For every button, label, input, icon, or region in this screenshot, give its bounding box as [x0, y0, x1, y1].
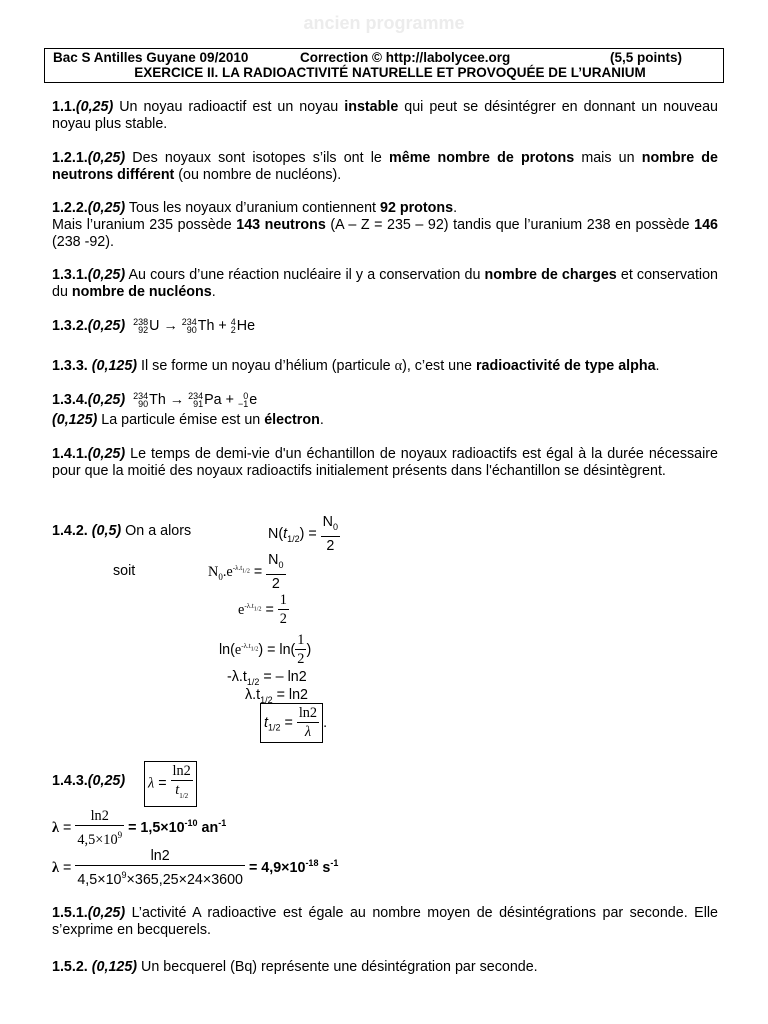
- equation-half-life-result: $t_{1/2}$ = $\frac{\ln 2}{\lambda}$ .: [260, 703, 327, 743]
- answer-1-3-2: [52, 318, 255, 335]
- mass-atomic-numbers: 234 90: [181, 317, 197, 336]
- soit-label: soit: [113, 563, 136, 579]
- text: ), c’est une: [402, 358, 476, 374]
- equation-lambda-formula: λ = $\frac{\ln 2}{t_{1/2}}$: [144, 761, 197, 807]
- lambda-calc-seconds: λ = $\frac{\ln 2}{4,5\times 10^9\times 365,25\times 24\times 3600}$ = $4,9\times 10^{-18}$ $s^{-1}$: [52, 848, 339, 888]
- text: (ou nombre de nucléons).: [174, 167, 342, 183]
- equation-step-1: $N_0.e^{-\lambda.t_{1/2}}$ = $\frac{N_0}{2}$: [208, 552, 284, 592]
- alpha-symbol: α: [394, 358, 403, 374]
- question-number: 1.3.2.: [52, 318, 88, 334]
- answer-1-2-2: [52, 200, 718, 251]
- keyword: nombre de charges: [484, 267, 617, 283]
- text: .: [319, 412, 324, 428]
- exercise-header: [44, 48, 724, 83]
- equation-step-5: $\lambda.t_{1/2} = \ln 2$: [245, 687, 308, 705]
- points: (0,25): [87, 267, 126, 283]
- arrow: →: [169, 392, 185, 408]
- text: Un becquerel (Bq) représente une désintégration par seconde.: [137, 959, 538, 975]
- points: (0,25): [87, 905, 126, 921]
- keyword: radioactivité de type alpha: [475, 358, 656, 374]
- text: Le temps de demi-vie d'un échantillon de noyaux radioactifs est égal à la durée nécessaire pour que la moitié des noyaux radioactifs initialement présents dans l'échantillon se désintègrent.: [52, 446, 718, 479]
- text: La particule émise est un: [97, 412, 265, 428]
- answer-1-1: [52, 99, 718, 133]
- answer-1-3-1: [52, 267, 718, 301]
- mass-atomic-numbers: 234 91: [188, 391, 204, 410]
- question-number: 1.1.: [52, 99, 76, 115]
- points: (0,25): [87, 773, 126, 789]
- points: (0,25): [75, 99, 114, 115]
- exercise-title: EXERCICE II. LA RADIOACTIVITÉ NATURELLE ET PROVOQUÉE DE L’URANIUM: [134, 65, 646, 80]
- mass-atomic-numbers: 4 2: [230, 317, 236, 336]
- points: (0,25): [87, 150, 126, 166]
- points: (0,25): [87, 200, 126, 216]
- element-symbol: He: [236, 318, 256, 334]
- answer-1-4-2-label: [52, 523, 191, 540]
- question-number: 1.3.1.: [52, 267, 88, 283]
- lambda-calc-years: λ = $\frac{\ln 2}{4,5\times 10^9}$ = $1,5\times 10^{-10}$ $an^{-1}$: [52, 808, 227, 848]
- element-symbol: Th: [149, 392, 166, 408]
- text: (238 -92).: [52, 234, 114, 250]
- keyword: instable: [344, 99, 399, 115]
- keyword: électron: [264, 412, 320, 428]
- mass-atomic-numbers: 238 92: [133, 317, 149, 336]
- points: (0,125): [52, 412, 98, 428]
- answer-1-2-1: [52, 150, 718, 184]
- element-symbol: U: [149, 318, 160, 334]
- question-number: 1.3.3.: [52, 358, 88, 374]
- keyword: nombre de neutrons différent: [52, 150, 718, 183]
- points: (0,125): [91, 358, 138, 374]
- points: (0,5): [91, 523, 122, 539]
- text: (A – Z = 235 – 92) tandis que l’uranium 238 en possède: [325, 217, 695, 233]
- text: L’activité A radioactive est égale au nombre moyen de désintégrations par seconde. Elle s’exprime en becquerels.: [52, 905, 718, 938]
- plus: +: [218, 318, 227, 334]
- text: Mais l’uranium 235 possède: [52, 217, 237, 233]
- question-number: 1.5.2.: [52, 959, 88, 975]
- element-symbol: Th: [197, 318, 215, 334]
- answer-1-3-4-equation: [52, 392, 257, 409]
- answer-1-5-2: [52, 959, 718, 976]
- equation-half-life-definition: $N(t_{1/2})$ = $\frac{N_0}{2}$: [268, 514, 339, 554]
- keyword: 92 protons: [380, 200, 454, 216]
- text: mais un: [574, 150, 642, 166]
- text: et conservation du: [52, 267, 718, 300]
- text: qui peut se désintégrer en donnant un nouveau noyau plus stable.: [52, 99, 718, 132]
- answer-1-4-3-label: [52, 773, 125, 790]
- text: .: [211, 284, 216, 300]
- question-number: 1.4.3.: [52, 773, 88, 789]
- question-number: 1.3.4.: [52, 392, 88, 408]
- points: (0,25): [87, 318, 126, 334]
- header-points: (5,5 points): [610, 50, 683, 65]
- keyword: même nombre de protons: [389, 150, 575, 166]
- text: Il se forme un noyau d’hélium (particule: [137, 358, 395, 374]
- plus: +: [225, 392, 234, 408]
- equation-step-4: $-\lambda.t_{1/2}$ = – ln2: [227, 669, 307, 687]
- text: Tous les noyaux d’uranium contiennent: [125, 200, 380, 216]
- watermark: ancien programme: [303, 13, 465, 33]
- keyword: 143 neutrons: [236, 217, 326, 233]
- equation-step-3: $\ln(e^{-\lambda.t_{1/2}}) = \ln$( $\frac{1}{2}$ ): [219, 632, 312, 667]
- answer-1-3-4-text: [52, 412, 718, 429]
- question-number: 1.4.2.: [52, 523, 88, 539]
- points: (0,125): [91, 959, 138, 975]
- answer-1-5-1: [52, 905, 718, 939]
- text: .: [453, 200, 458, 216]
- mass-atomic-numbers: 0 −1: [237, 391, 249, 410]
- arrow: →: [163, 318, 178, 334]
- question-number: 1.2.1.: [52, 150, 88, 166]
- answer-1-3-3: [52, 358, 718, 375]
- text: .: [655, 358, 660, 374]
- header-source: Bac S Antilles Guyane 09/2010: [53, 50, 249, 65]
- element-symbol: Pa: [204, 392, 222, 408]
- text: Un noyau radioactif est un noyau: [113, 99, 345, 115]
- header-correction: Correction © http://labolycee.org: [300, 50, 511, 65]
- points: (0,25): [87, 392, 126, 408]
- keyword: nombre de nucléons: [71, 284, 212, 300]
- text: Des noyaux sont isotopes s’ils ont le: [125, 150, 390, 166]
- element-symbol: e: [249, 392, 258, 408]
- text: On a alors: [121, 523, 192, 539]
- answer-1-4-1: [52, 446, 718, 480]
- equation-step-2: $e^{-\lambda.t_{1/2}}$ = $\frac{1}{2}$: [238, 592, 287, 627]
- question-number: 1.4.1.: [52, 446, 88, 462]
- text: Au cours d’une réaction nucléaire il y a conservation du: [125, 267, 485, 283]
- question-number: 1.5.1.: [52, 905, 88, 921]
- question-number: 1.2.2.: [52, 200, 88, 216]
- mass-atomic-numbers: 234 90: [133, 391, 149, 410]
- keyword: 146: [694, 217, 718, 233]
- points: (0,25): [87, 446, 126, 462]
